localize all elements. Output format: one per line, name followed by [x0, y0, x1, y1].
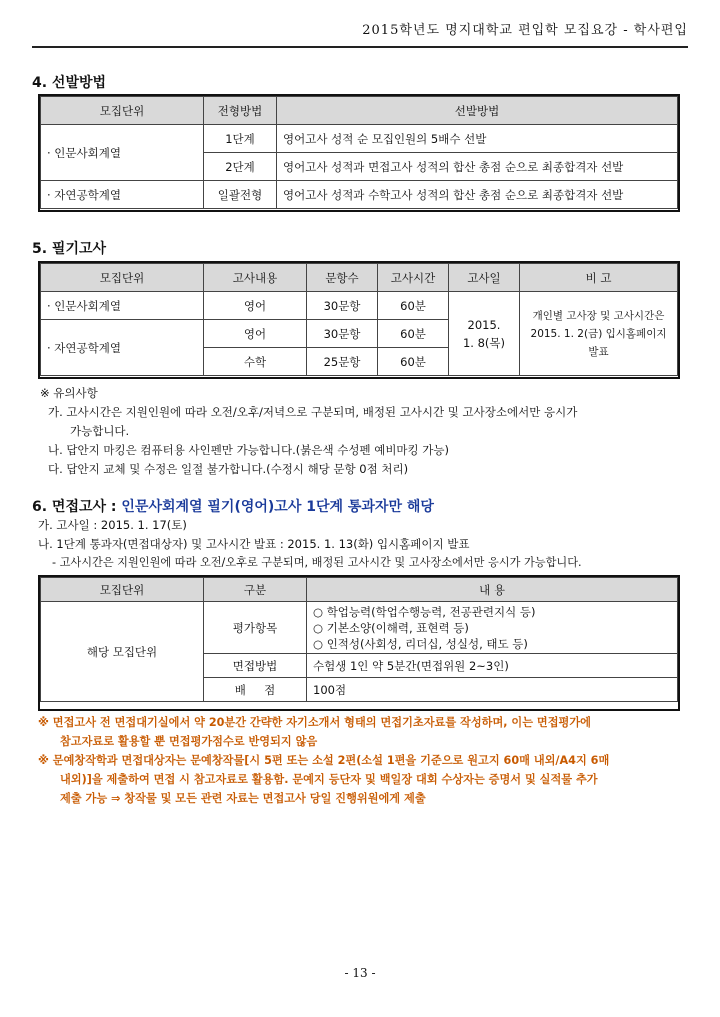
interview-note: ※ 문예창작학과 면접대상자는 문예창작물[시 5편 또는 소설 2편(소설 1편을 기준으로 원고지 60매 내외/A4지 6매: [38, 754, 610, 767]
subject-cell: 영어: [204, 320, 307, 348]
page-number: - 13 -: [344, 966, 376, 980]
col-header: 전형방법: [204, 97, 277, 125]
selection-method-table: [40, 96, 678, 209]
desc-cell: 영어고사 성적 순 모집인원의 5배수 선발: [277, 125, 678, 153]
col-header: 문항수: [307, 264, 378, 292]
method-value: 수험생 1인 약 5분간(면접위원 2~3인): [307, 654, 678, 678]
count-cell: 30문항: [307, 292, 378, 320]
interview-table: [40, 577, 678, 702]
unit-cell: · 인문사회계열: [41, 125, 204, 181]
remark-cell: [520, 292, 678, 376]
note-line: 가능합니다.: [70, 424, 130, 438]
unit-cell: 해당 모집단위: [41, 602, 204, 702]
score-value: 100점: [307, 678, 678, 702]
col-header: 고사내용: [204, 264, 307, 292]
time-cell: 60분: [378, 320, 449, 348]
section-6-title: [32, 496, 434, 516]
exam-date-cell: [449, 292, 520, 376]
col-header: 고사일: [449, 264, 520, 292]
section-5-title: 5. 필기고사: [32, 241, 107, 257]
subject-cell: 영어: [204, 292, 307, 320]
interview-announcement: 나. 1단계 통과자(면접대상자) 및 고사시간 발표 : 2015. 1. 13(화) 입시홈페이지 발표: [38, 537, 470, 551]
interview-date: 가. 고사일 : 2015. 1. 17(토): [38, 518, 187, 532]
unit-cell: · 자연공학계열: [41, 320, 204, 376]
unit-cell: · 인문사회계열: [41, 292, 204, 320]
note-line: 나. 답안지 마킹은 컴퓨터용 사인펜만 가능합니다.(붉은색 수성펜 예비마킹 가능): [48, 443, 450, 457]
score-label: 배 점: [204, 678, 307, 702]
count-cell: 30문항: [307, 320, 378, 348]
page-header: 2015학년도 명지대학교 편입학 모집요강 - 학사편입: [32, 18, 688, 48]
col-header: 고사시간: [378, 264, 449, 292]
interview-note: ※ 면접고사 전 면접대기실에서 약 20분간 간략한 자기소개서 형태의 면접기초자료를 작성하며, 이는 면접평가에: [38, 716, 591, 729]
eval-item: ○ 인적성(사회성, 리더십, 성실성, 태도 등): [313, 636, 528, 651]
method-cell: 1단계: [204, 125, 277, 153]
interview-note: 제출 가능 ⇒ 창작물 및 모든 관련 자료는 면접고사 당일 진행위원에게 제출: [60, 792, 426, 805]
desc-cell: 영어고사 성적과 수학고사 성적의 합산 총점 순으로 최종합격자 선발: [277, 181, 678, 209]
count-cell: 25문항: [307, 348, 378, 376]
note-line: 가. 고사시간은 지원인원에 따라 오전/오후/저녁으로 구분되며, 배정된 고사시간 및 고사장소에서만 응시가: [48, 405, 578, 419]
col-header: 비 고: [520, 264, 678, 292]
section-6-title-prefix: 6. 면접고사 :: [32, 499, 122, 515]
remark-line: 2015. 1. 2(금) 입시홈페이지 발표: [530, 327, 667, 358]
time-cell: 60분: [378, 348, 449, 376]
exam-date-line: 1. 8(목): [462, 335, 506, 350]
col-header: 모집단위: [41, 97, 204, 125]
subject-cell: 수학: [204, 348, 307, 376]
desc-cell: 영어고사 성적과 면접고사 성적의 합산 총점 순으로 최종합격자 선발: [277, 153, 678, 181]
method-cell: 2단계: [204, 153, 277, 181]
eval-label: 평가항목: [204, 602, 307, 654]
method-label: 면접방법: [204, 654, 307, 678]
eval-items-cell: [307, 602, 678, 654]
interview-time-note: - 고사시간은 지원인원에 따라 오전/오후로 구분되며, 배정된 고사시간 및 고사장소에서만 응시가 가능합니다.: [52, 556, 582, 569]
notes-title: ※ 유의사항: [40, 386, 98, 400]
col-header: 선발방법: [277, 97, 678, 125]
section-6-title-highlight: 인문사회계열 필기(영어)고사 1단계 통과자만 해당: [121, 499, 434, 515]
remark-line: 개인별 고사장 및 고사시간은: [532, 309, 665, 322]
col-header: 모집단위: [41, 578, 204, 602]
written-exam-table: [40, 263, 678, 376]
col-header: 내 용: [307, 578, 678, 602]
interview-note: 참고자료로 활용할 뿐 면접평가점수로 반영되지 않음: [60, 735, 318, 748]
section-4-title: 4. 선발방법: [32, 75, 107, 91]
unit-cell: · 자연공학계열: [41, 181, 204, 209]
exam-date-line: 2015.: [467, 317, 501, 332]
eval-item: ○ 기본소양(이해력, 표현력 등): [313, 620, 469, 635]
eval-item: ○ 학업능력(학업수행능력, 전공관련지식 등): [313, 604, 536, 619]
note-line: 다. 답안지 교체 및 수정은 일절 불가합니다.(수정시 해당 문항 0점 처리): [48, 462, 409, 476]
time-cell: 60분: [378, 292, 449, 320]
method-cell: 일괄전형: [204, 181, 277, 209]
col-header: 구분: [204, 578, 307, 602]
interview-note: 내외)]을 제출하여 면접 시 참고자료로 활용함. 문예지 등단자 및 백일장 대회 수상자는 증명서 및 실적물 추가: [60, 773, 598, 786]
col-header: 모집단위: [41, 264, 204, 292]
